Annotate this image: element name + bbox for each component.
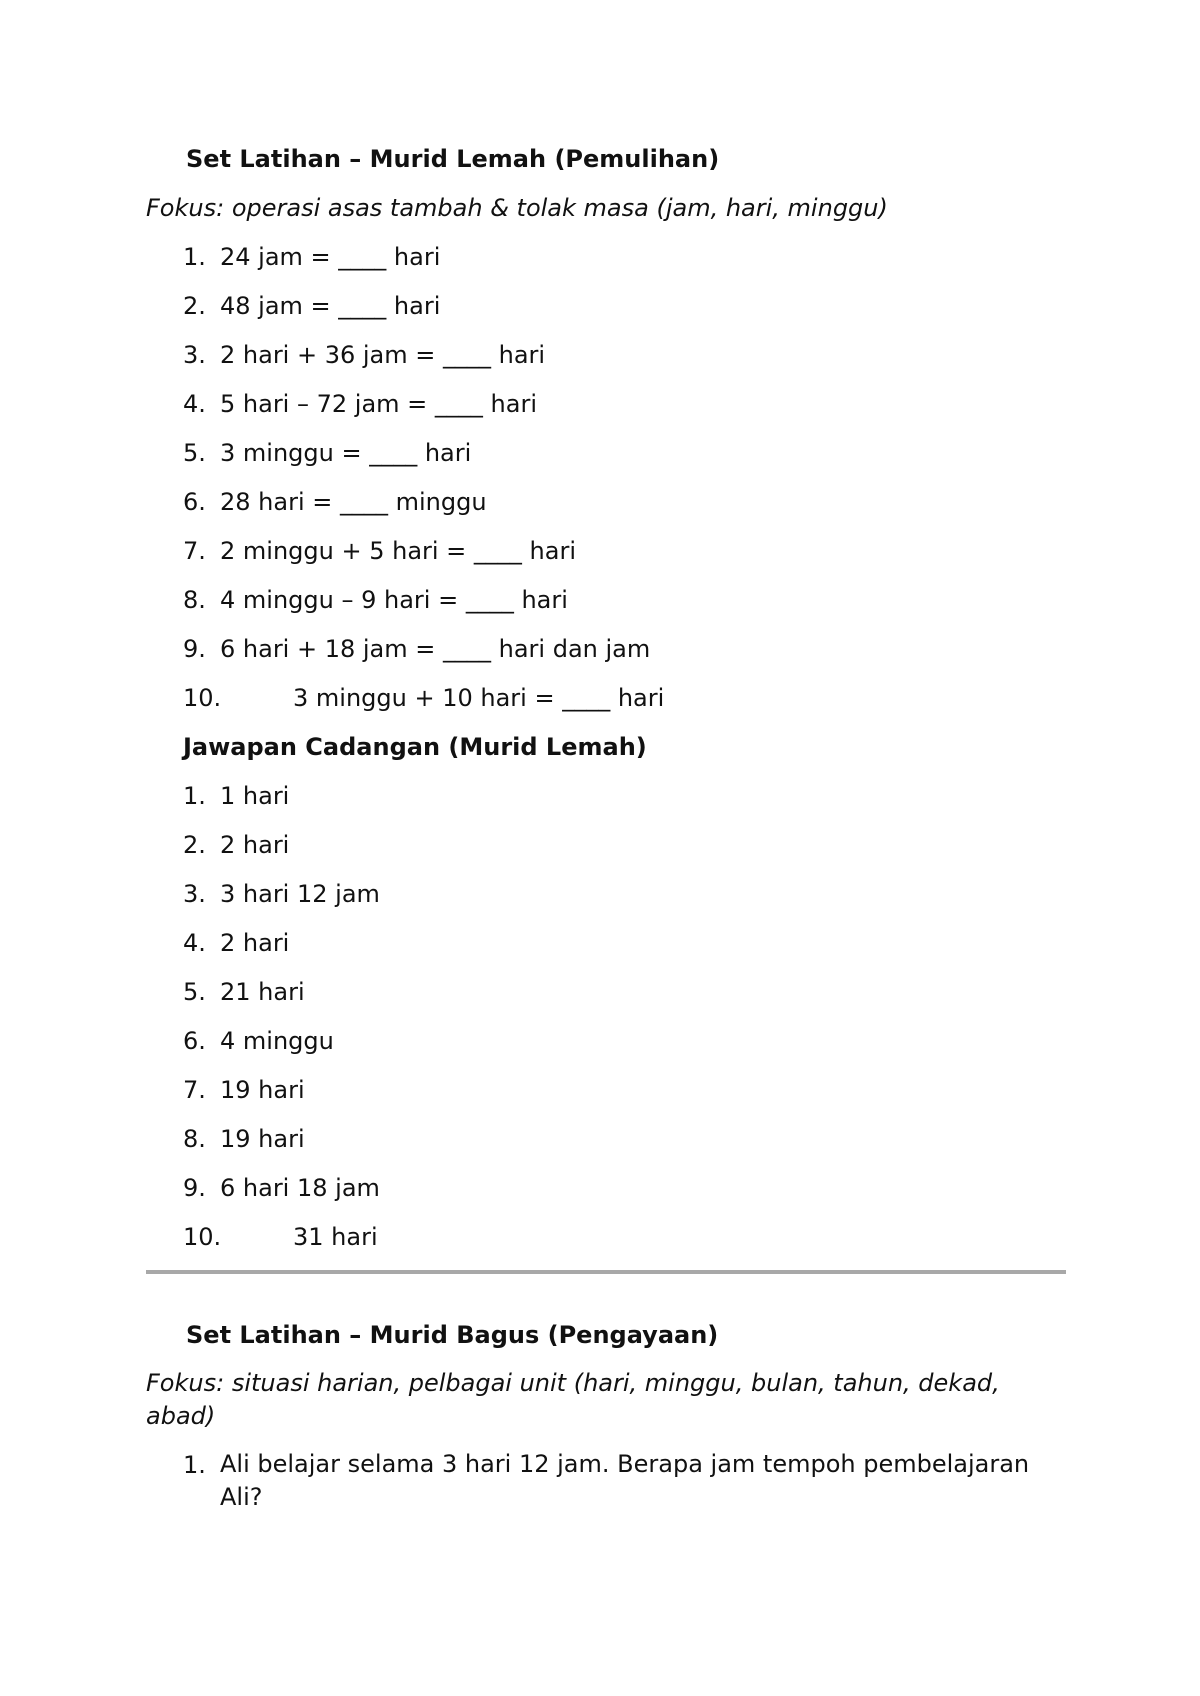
answer-number: 7. [183,1076,206,1104]
question-number: 10. [183,684,222,712]
question-text: 6 hari + 18 jam = ____ hari dan jam [220,635,651,663]
question-number: 3. [183,341,206,369]
question-text: 2 minggu + 5 hari = ____ hari [220,537,577,565]
answer-number: 3. [183,880,206,908]
answers-title: Jawapan Cadangan (Murid Lemah) [183,733,647,761]
answer-number: 5. [183,978,206,1006]
question-text: 24 jam = ____ hari [220,243,441,271]
answer-text: 19 hari [220,1125,305,1153]
question-text: 48 jam = ____ hari [220,292,441,320]
answer-number: 4. [183,929,206,957]
question-number: 8. [183,586,206,614]
answer-text: 6 hari 18 jam [220,1174,380,1202]
question-text: 28 hari = ____ minggu [220,488,487,516]
answer-number: 10. [183,1223,222,1251]
answer-text: 2 hari [220,831,290,859]
answer-text: 31 hari [293,1223,378,1251]
question-number: 1. [183,243,206,271]
question-text: 4 minggu – 9 hari = ____ hari [220,586,568,614]
answer-number: 6. [183,1027,206,1055]
answer-text: 3 hari 12 jam [220,880,380,908]
answer-text: 21 hari [220,978,305,1006]
question-text: Ali belajar selama 3 hari 12 jam. Berapa jam tempoh pembelajaran Ali? [220,1450,1030,1511]
section2-title: Set Latihan – Murid Bagus (Pengayaan) [186,1321,719,1349]
answer-text: 4 minggu [220,1027,334,1055]
question-number: 5. [183,439,206,467]
question-text: 3 minggu = ____ hari [220,439,472,467]
question-number: 4. [183,390,206,418]
answer-number: 2. [183,831,206,859]
question-number: 1. [183,1451,206,1479]
section1-title: Set Latihan – Murid Lemah (Pemulihan) [186,145,720,173]
answer-text: 19 hari [220,1076,305,1104]
answer-text: 1 hari [220,782,290,810]
question-text: 5 hari – 72 jam = ____ hari [220,390,537,418]
section2-focus: Fokus: situasi harian, pelbagai unit (hari, minggu, bulan, tahun, dekad, abad) [146,1369,1000,1430]
question-number: 2. [183,292,206,320]
answer-number: 9. [183,1174,206,1202]
question-number: 6. [183,488,206,516]
question-number: 7. [183,537,206,565]
question-number: 9. [183,635,206,663]
answer-number: 1. [183,782,206,810]
horizontal-divider [146,1270,1066,1274]
section1-focus: Fokus: operasi asas tambah & tolak masa (jam, hari, minggu) [146,194,888,222]
question-text: 2 hari + 36 jam = ____ hari [220,341,546,369]
answer-number: 8. [183,1125,206,1153]
answer-text: 2 hari [220,929,290,957]
question-text: 3 minggu + 10 hari = ____ hari [293,684,665,712]
